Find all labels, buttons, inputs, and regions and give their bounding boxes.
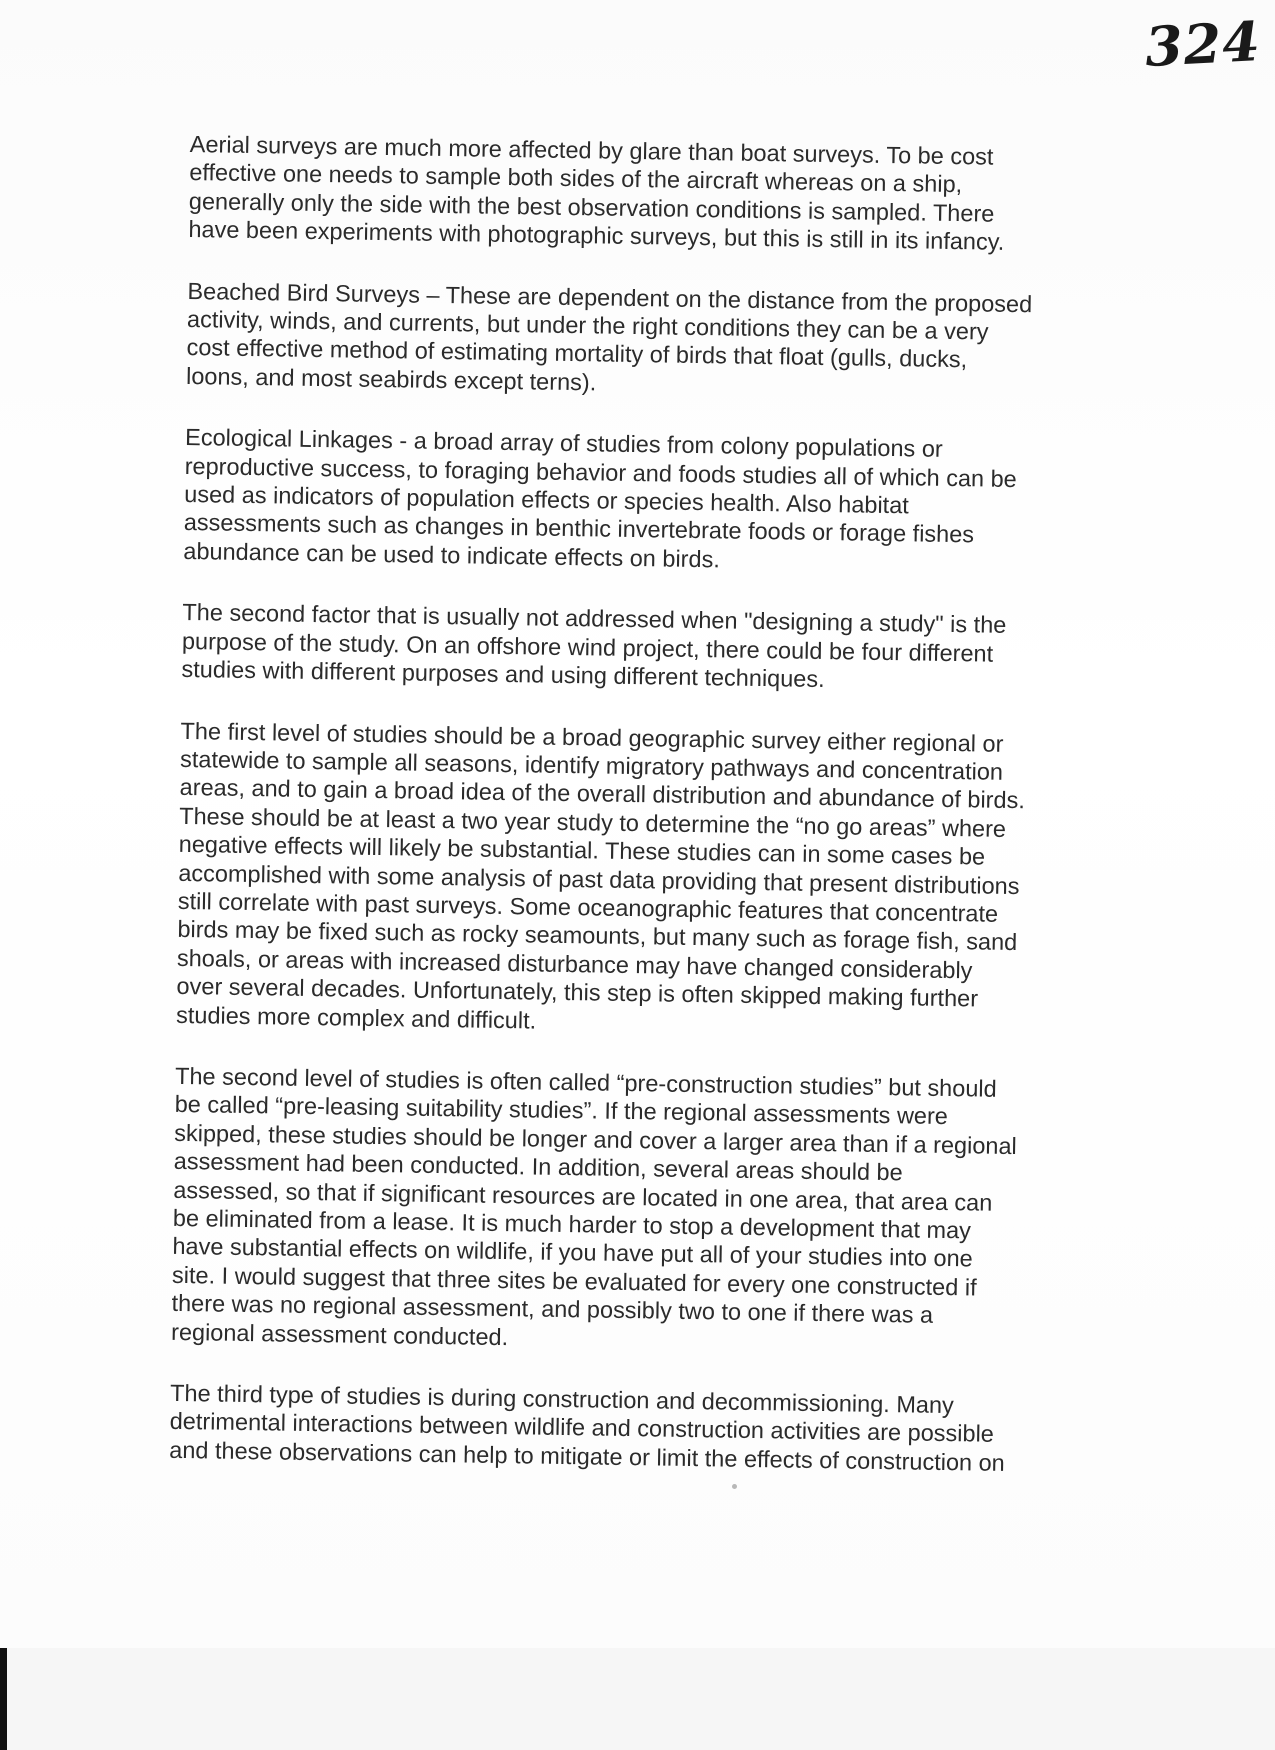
paragraph-third-type-studies: The third type of studies is during construction and decommissioning. Many detrimental interactions between wildlife and construction activities are possible and these observations can help to mitigate or limit the effects of construction on	[169, 1379, 1005, 1476]
paragraph-aerial-surveys: Aerial surveys are much more affected by glare than boat surveys. To be cost effective one needs to sample both sides of the aircraft whereas on a ship, generally only the side with the best observation conditions is sampled. There have been experiments with photographic surveys, but this is still in its infancy.	[188, 130, 1005, 256]
document-body	[169, 130, 1110, 1512]
paragraph-ecological-linkages: Ecological Linkages - a broad array of studies from colony populations or reproductive success, to foraging behavior and foods studies all of which can be used as indicators of population effects or species health. Also habitat assessments such as changes in benthic invertebrate foods or forage fishes abundance can be used to indicate effects on birds.	[183, 424, 1017, 573]
scan-bottom-margin	[0, 1648, 1275, 1750]
paragraph-first-level-studies: The first level of studies should be a broad geographic survey either regional or statewide to sample all seasons, identify migratory pathways and concentration areas, and to gain a broad idea of the overall distribution and abundance of birds. These should be at least a two year study to determine the “no go areas” where negative effects will likely be substantial. These studies can in some cases be accomplished with some analysis of past data providing that present distributions still correlate with past surveys. Some oceanographic features that concentrate birds may be fixed such as rocky seamounts, but many such as forage fish, sand shoals, or areas with increased disturbance may have changed considerably over several decades. Unfortunately, this step is often skipped making further studies more complex and difficult.	[175, 717, 1026, 1034]
scan-edge-shadow	[0, 1648, 7, 1750]
scan-speck	[732, 1484, 737, 1489]
handwritten-page-number: 324	[1143, 9, 1263, 79]
paragraph-beached-bird-surveys: Beached Bird Surveys – These are dependent on the distance from the proposed activity, winds, and currents, but under the right conditions they can be a very cost effective method of estimating mortality of birds that float (gulls, ducks, loons, and most seabirds except terns).	[185, 277, 1033, 396]
paragraph-second-level-studies: The second level of studies is often called “pre-construction studies” but should be called “pre-leasing suitability studies”. If the regional assessments were skipped, these studies should be longer and cover a larger area than if a regional assessment had been conducted. In addition, several areas should be assessed, so that if significant resources are located in one area, that area can be eliminated from a lease. It is much harder to stop a development that may have substantial effects on wildlife, if you have put all of your studies into one site. I would suggest that three sites be evaluated for every one constructed if there was no regional assessment, and possibly two to one if there was a regional assessment conducted.	[170, 1062, 1017, 1350]
paragraph-second-factor: The second factor that is usually not addressed when "designing a study" is the purpose of the study. On an offshore wind project, there could be four different studies with different purposes and using different techniques.	[181, 599, 1007, 693]
